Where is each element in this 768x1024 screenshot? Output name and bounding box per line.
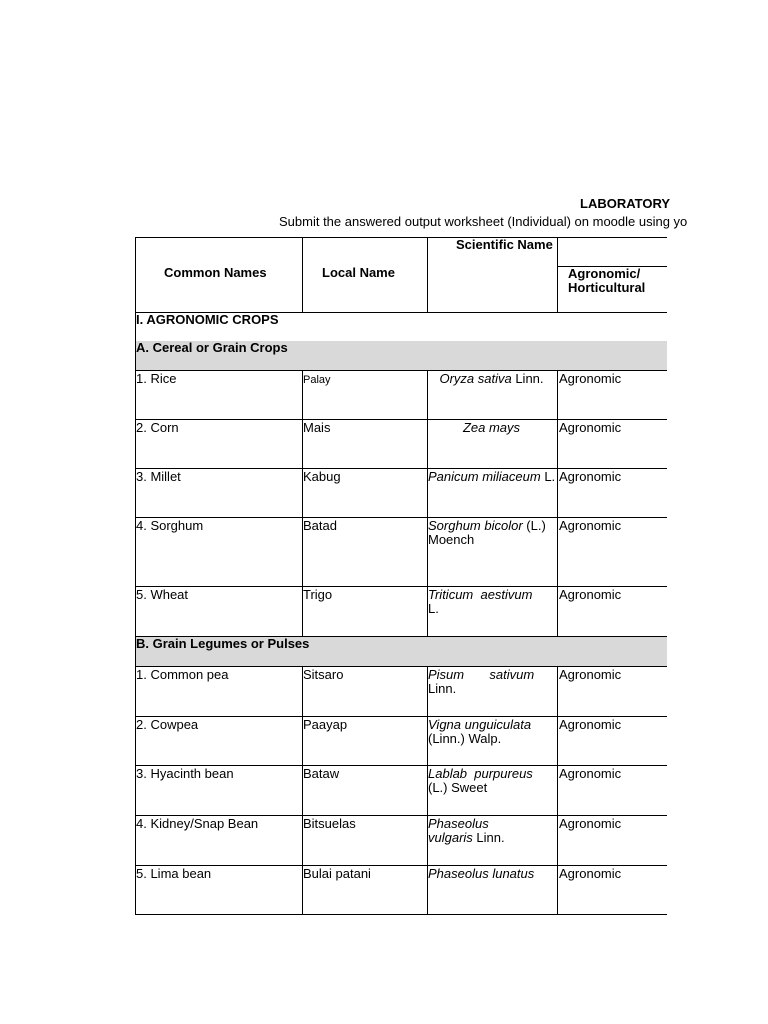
cell-local-name: Mais	[303, 420, 331, 435]
cell-crop-type: Agronomic	[559, 420, 622, 435]
cell-crop-type: Agronomic	[559, 587, 622, 602]
cell-crop-type: Agronomic	[559, 717, 622, 732]
cell-common-name: 4. Sorghum	[136, 518, 204, 533]
instructions-text: Submit the answered output worksheet (Individual) on moodle using yo	[279, 214, 688, 229]
cell-common-name: 5. Wheat	[136, 587, 189, 602]
cell-crop-type: Agronomic	[559, 518, 622, 533]
cell-crop-type: Agronomic	[559, 371, 622, 386]
cell-scientific-name: Phaseolus lunatus	[428, 866, 535, 881]
cell-crop-type: Agronomic	[559, 766, 622, 781]
cell-scientific-name: Phaseolus vulgaris Linn.	[428, 816, 505, 845]
table-rule	[135, 237, 667, 238]
cell-common-name: 3. Hyacinth bean	[136, 766, 234, 781]
cell-crop-type: Agronomic	[559, 469, 622, 484]
table-rule	[557, 371, 558, 637]
cell-common-name: 5. Lima bean	[136, 866, 212, 881]
cell-scientific-name: Lablab purpureus (L.) Sweet	[428, 766, 533, 795]
cell-common-name: 2. Cowpea	[136, 717, 199, 732]
cell-scientific-name: Panicum miliaceum L.	[428, 469, 556, 484]
table-rule	[427, 237, 428, 312]
cell-common-name: 1. Rice	[136, 371, 177, 386]
section-title: I. AGRONOMIC CROPS	[136, 312, 279, 327]
cell-scientific-name: Vigna unguiculata (Linn.) Walp.	[428, 717, 532, 746]
cell-local-name: Palay	[303, 374, 331, 386]
table-rule	[135, 237, 136, 312]
cell-crop-type: Agronomic	[559, 667, 622, 682]
cell-crop-type: Agronomic	[559, 866, 622, 881]
table-rule	[135, 914, 667, 915]
table-rule	[302, 237, 303, 312]
cell-crop-type: Agronomic	[559, 816, 622, 831]
group-title: A. Cereal or Grain Crops	[136, 340, 288, 355]
cell-scientific-name: Oryza sativa Linn.	[439, 371, 544, 386]
cell-local-name: Paayap	[303, 717, 348, 732]
cell-local-name: Trigo	[303, 587, 333, 602]
cell-common-name: 3. Millet	[136, 469, 181, 484]
cell-local-name: Bitsuelas	[303, 816, 356, 831]
cell-local-name: Sitsaro	[303, 667, 344, 682]
group-title: B. Grain Legumes or Pulses	[136, 636, 310, 651]
cell-common-name: 4. Kidney/Snap Bean	[136, 816, 259, 831]
cell-local-name: Bataw	[303, 766, 340, 781]
cell-local-name: Kabug	[303, 469, 341, 484]
column-header-common-names: Common Names	[164, 265, 267, 280]
cell-scientific-name: Sorghum bicolor (L.) Moench	[428, 518, 546, 547]
cell-common-name: 2. Corn	[136, 420, 179, 435]
cell-scientific-name: Pisum sativum Linn.	[428, 667, 535, 696]
crop-table	[0, 236, 667, 936]
cell-local-name: Bulai patani	[303, 866, 371, 881]
cell-common-name: 1. Common pea	[136, 667, 229, 682]
column-header-local-name: Local Name	[322, 265, 395, 280]
column-header-crop-type: Agronomic/ Horticultural	[568, 266, 646, 295]
table-rule	[557, 237, 558, 312]
page-title: LABORATORY	[580, 196, 671, 211]
cell-local-name: Batad	[303, 518, 337, 533]
table-rule	[557, 667, 558, 915]
cell-scientific-name: Zea mays	[462, 420, 521, 435]
column-header-scientific-name: Scientific Name	[456, 237, 553, 252]
cell-scientific-name: Triticum aestivum L.	[428, 587, 533, 616]
